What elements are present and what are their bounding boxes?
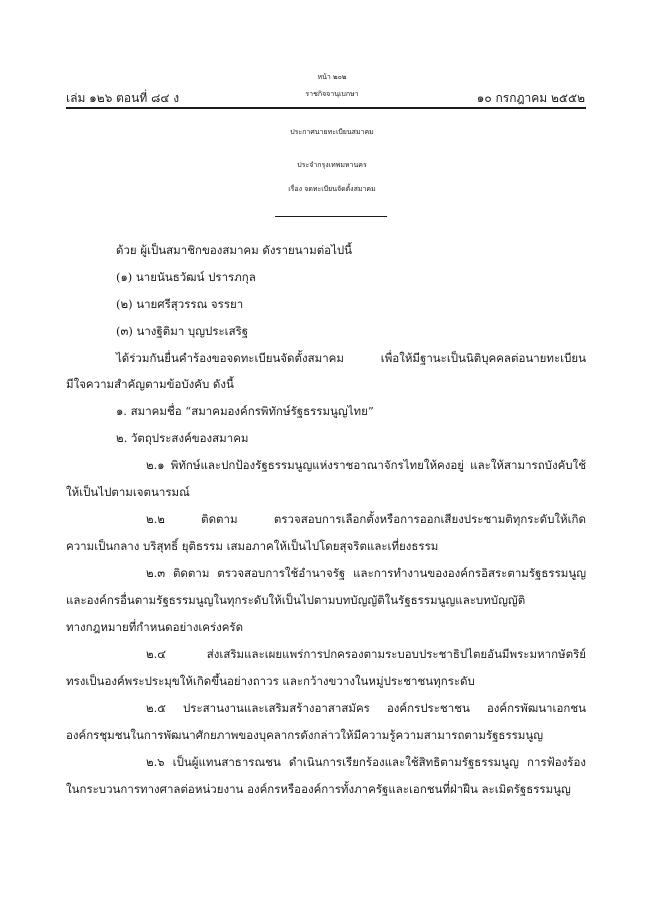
title-divider (275, 216, 387, 217)
announcement-subject: เรื่อง จดทะเบียนจัดตั้งสมาคม (288, 185, 376, 193)
objective-2-3-continued-2: ทางกฎหมายที่กำหนดอย่างเคร่งครัด (66, 620, 244, 634)
volume-issue: เล่ม ๑๒๖ ตอนที่ ๘๔ ง (66, 91, 180, 105)
member-2: (๒) นายศรีสุวรรณ จรรยา (116, 297, 244, 311)
request-line-2: มีใจความสำคัญตามข้อบังคับ ดังนี้ (66, 377, 234, 391)
objective-2-1: ๒.๑ พิทักษ์และปกป้องรัฐธรรมนูญแห่งราชอาณาจักรไทยให้คงอยู่ และให้สามารถบังคับใช้ (146, 458, 586, 472)
objective-2-3-continued-1: และองค์กรอื่นตามรัฐธรรมนูญในทุกระดับให้เป็นไปตามบทบัญญัติในรัฐธรรมนูญและบทบัญญัติ (66, 593, 526, 607)
announcement-subtitle: ประจำกรุงเทพมหานคร (297, 161, 367, 169)
objective-2-6: ๒.๖ เป็นผู้แทนสาธารณชน ดำเนินการเรียกร้องและใช้สิทธิตามรัฐธรรมนูญ การฟ้องร้อง (146, 755, 586, 769)
objective-2-5-continued: องค์กรชุมชนในการพัฒนาศักยภาพของบุคลากรดังกล่าวให้มีความรู้ความสามารถตามรัฐธรรมนูญ (66, 728, 544, 742)
objective-2-4: ๒.๔ ส่งเสริมและเผยแพร่การปกครองตามระบอบประชาธิปไตยอันมีพระมหากษัตริย์ (146, 647, 586, 661)
objective-2-2-continued: ความเป็นกลาง บริสุทธิ์ ยุติธรรม เสมอภาคให้เป็นไปโดยสุจริตและเที่ยงธรรม (66, 539, 439, 553)
item-1-association-name: ๑. สมาคมชื่อ “สมาคมองค์กรพิทักษ์รัฐธรรมนูญไทย” (116, 404, 374, 418)
gazette-name: ราชกิจจานุเบกษา (305, 90, 359, 98)
item-2-objectives-heading: ๒. วัตถุประสงค์ของสมาคม (116, 431, 249, 445)
publication-date: ๑๐ กรกฎาคม ๒๕๕๒ (476, 91, 585, 105)
member-1: (๑) นายนันธวัฒน์ ปรารภกุล (116, 270, 256, 284)
member-3: (๓) นางฐิติมา บุญประเสริฐ (116, 324, 249, 338)
request-line-1: ได้ร่วมกันยื่นคำร้องขอจดทะเบียนจัดตั้งสมาคม เพื่อให้มีฐานะเป็นนิติบุคคลต่อนายทะเบียน (116, 351, 586, 365)
objective-2-5: ๒.๕ ประสานงานและเสริมสร้างอาสาสมัคร องค์กรประชาชน องค์กรพัฒนาเอกชน (146, 701, 586, 715)
objective-2-2: ๒.๒ ติดตาม ตรวจสอบการเลือกตั้งหรือการออกเสียงประชามติทุกระดับให้เกิด (146, 512, 586, 526)
page-number: หน้า ๒๐๒ (317, 73, 347, 81)
intro-paragraph: ด้วย ผู้เป็นสมาชิกของสมาคม ดังรายนามต่อไปนี้ (116, 243, 353, 257)
objective-2-3: ๒.๓ ติดตาม ตรวจสอบการใช้อำนาจรัฐ และการทำงานขององค์กรอิสระตามรัฐธรรมนูญ (146, 566, 586, 580)
announcement-title: ประกาศนายทะเบียนสมาคม (290, 128, 374, 136)
header-rule (66, 107, 586, 109)
objective-2-6-continued: ในกระบวนการทางศาลต่อหน่วยงาน องค์กรหรือองค์การทั้งภาครัฐและเอกชนที่ฝ่าฝืน ละเมิดรัฐธรรมนูญ (66, 782, 571, 796)
objective-2-4-continued: ทรงเป็นองค์พระประมุขให้เกิดขึ้นอย่างถาวร และกว้างขวางในหมู่ประชาชนทุกระดับ (66, 674, 475, 688)
objective-2-1-continued: ให้เป็นไปตามเจตนารมณ์ (66, 485, 190, 499)
